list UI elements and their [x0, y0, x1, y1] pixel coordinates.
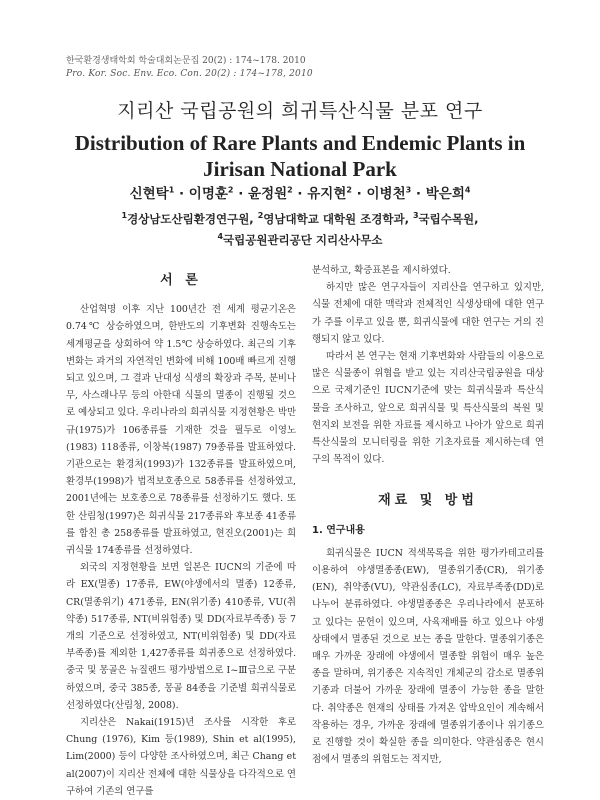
- author-affiliation-mark: 2: [287, 185, 293, 195]
- body-paragraph: 지리산은 Nakai(1915)년 조사를 시작한 후로 Chung (1976), Kim 등(1989), Shin et al(1995), Lim(2000) 등이 다양한 조사하였으며, 최근 Chang et al(2007)이 지리산 전체에 대한 식물상을 다각적으로 연구하여 기존의 연구를: [66, 717, 296, 797]
- author-name: 이명훈: [188, 186, 228, 202]
- journal-citation-ko: 한국환경생태학회 학술대회논문집 20(2) : 174~178. 2010: [66, 56, 306, 66]
- subsection-heading: 1. 연구내용: [312, 524, 365, 536]
- author-affiliation-mark: 1: [168, 185, 175, 195]
- author-name: 유지현: [307, 186, 347, 202]
- author-name: 신현탁: [129, 186, 169, 202]
- affiliation-mark: 2: [257, 211, 264, 221]
- author-affiliation-mark: 3: [405, 185, 412, 195]
- affiliation-text: 국립공원관리공단 지리산사무소: [223, 233, 383, 247]
- affiliation-mark: 3: [412, 211, 419, 221]
- left-column: [66, 262, 296, 800]
- paper-title-english: Distribution of Rare Plants and Endemic Plants in Jirisan National Park: [74, 131, 526, 181]
- body-paragraph: 하지만 많은 연구자들이 지리산을 연구하고 있지만, 식물 전체에 대한 맥락과 전체적인 식생상태에 대한 연구가 주를 이루고 있을 뿐, 희귀식물에 대한 연구는 거의 진행되지 않고 있다.: [312, 282, 544, 345]
- affiliation-mark: 4: [217, 232, 224, 242]
- author-name: 이병천: [366, 186, 406, 202]
- body-paragraph: 산업혁명 이후 지난 100년간 전 세계 평균기온은 0.74℃ 상승하였으며, 한반도의 기후변화 진행속도는 세계평균을 상회하여 약 1.5℃ 상승하였다. 최근의 기후 변화는 과거의 자연적인 변화에 비해 100배 빠르게 진행되고 있으며, 그 결과 난대성 식생의 확장과 주목, 분비나무, 사스래나무 등의 아한대 식물의 멸종이 진행될 것으로 예상되고 있다. 우리나라의 희귀식물 지정현황은 박만규(1975)가 106종류를 기재한 것을 필두로 이영노(1983) 118종류, 이창복(1987) 79종류를 발표하였다. 기관으로는 환경처(1993)가 132종류를 발표하였으며, 환경부(1998)가 법적보호종으로 58종류를 선정하였고, 2001년에는 보호종으로 78종류를 선정하기도 했다. 또한 산림청(1997)은 희귀식물 217종류와 후보종 41종류를 합친 총 258종류를 발표하였고, 현진오(2001)는 희귀식물 174종류를 선정하였다.: [66, 304, 296, 557]
- body-paragraph: 따라서 본 연구는 현재 기후변화와 사람들의 이용으로 많은 식물종이 위협을 받고 있는 지리산국립공원을 대상으로 국제기준인 IUCN기준에 맞는 희귀식물과 특산식물을 조사하고, 앞으로 희귀식물 및 특산식물의 복원 및 현지외 보전을 위한 자료를 제시하고 나아가 앞으로 희귀특산식물의 모니터링을 위한 기초자료를 제시하는데 연구의 목적이 있다.: [312, 351, 544, 466]
- affiliation-list: [0, 209, 600, 251]
- author-name: 윤정원: [248, 186, 288, 202]
- affiliation-text: 국립수목원,: [418, 212, 479, 226]
- journal-citation: [66, 55, 313, 81]
- body-paragraph: 분석하고, 확증표본을 제시하였다.: [312, 265, 451, 276]
- paper-title-korean: 지리산 국립공원의 희귀특산식물 분포 연구: [117, 100, 483, 122]
- author-affiliation-mark: 2: [346, 185, 352, 195]
- section-heading-methods: 재료 및 방법: [378, 493, 478, 509]
- journal-citation-en: Pro. Kor. Soc. Env. Eco. Con. 20(2) : 174~178, 2010: [66, 69, 313, 79]
- author-affiliation-mark: 4: [464, 185, 471, 195]
- affiliation-text: 경상남도산림환경연구원,: [127, 212, 258, 226]
- section-heading-introduction: 서 론: [160, 273, 202, 288]
- affiliation-mark: 1: [121, 211, 128, 221]
- author-list: 신현탁$^1$ · 이명훈$^2$ · 윤정원$^2$ · 유지현$^2$ · 이병천$^3$ · 박은희$^4$: [129, 185, 471, 202]
- affiliation-line: [0, 230, 600, 251]
- body-paragraph: 희귀식물은 IUCN 적색목록을 위한 평가카테고리를 이용하여 야생멸종종(EW), 멸종위기종(CR), 위기종(EN), 취약종(VU), 약관심종(LC), 자료부족종(DD)로 나누어 분류하였다. 야생멸종종은 우리나라에서 분포하고 있다는 문헌이 있으며, 사육재배를 하고 있으나 야생상태에서 멸종된 것으로 보는 종을 말한다. 멸종위기종은 매우 가까운 장래에 야생에서 멸종할 위험이 매우 높은 종을 말하며, 위기종은 지속적인 개체군의 감소로 멸종위기종과 더불어 가까운 장래에 멸종이 가능한 종을 말한다. 취약종은 현재의 상태를 가져온 압박요인이 계속해서 작용하는 경우, 가까운 장래에 멸종위기종이나 위기종으로 진행할 것이 확실한 종을 의미한다. 약관심종은 현시점에서 멸종의 위험도는 적지만,: [312, 547, 544, 766]
- body-paragraph: 외국의 지정현황을 보면 일본은 IUCN의 기준에 따라 EX(멸종) 17종류, EW(야생에서의 멸종) 12종류, CR(멸종위기) 471종류, EN(위기종) 410종류, VU(취약종) 517종류, NT(비위험종) 및 DD(자료부족종) 등 7개의 기준으로 선정하였고, NT(비위험종) 및 DD(자료부족종)를 제외한 1,427종류를 희귀종으로 선정하였다. 중국 및 몽골은 뉴질랜드 평가방법으로 Ⅰ~Ⅲ급으로 구분하였으며, 중국 385종, 몽골 84종을 기준별 희귀식물로 선정하였다(산림청, 2008).: [66, 562, 296, 711]
- affiliation-text: 영남대학교 대학원 조경학과,: [263, 212, 413, 226]
- affiliation-line: [0, 209, 600, 230]
- author-affiliation-mark: 2: [227, 185, 234, 195]
- right-column: [312, 262, 544, 768]
- author-name: 박은희: [425, 186, 465, 202]
